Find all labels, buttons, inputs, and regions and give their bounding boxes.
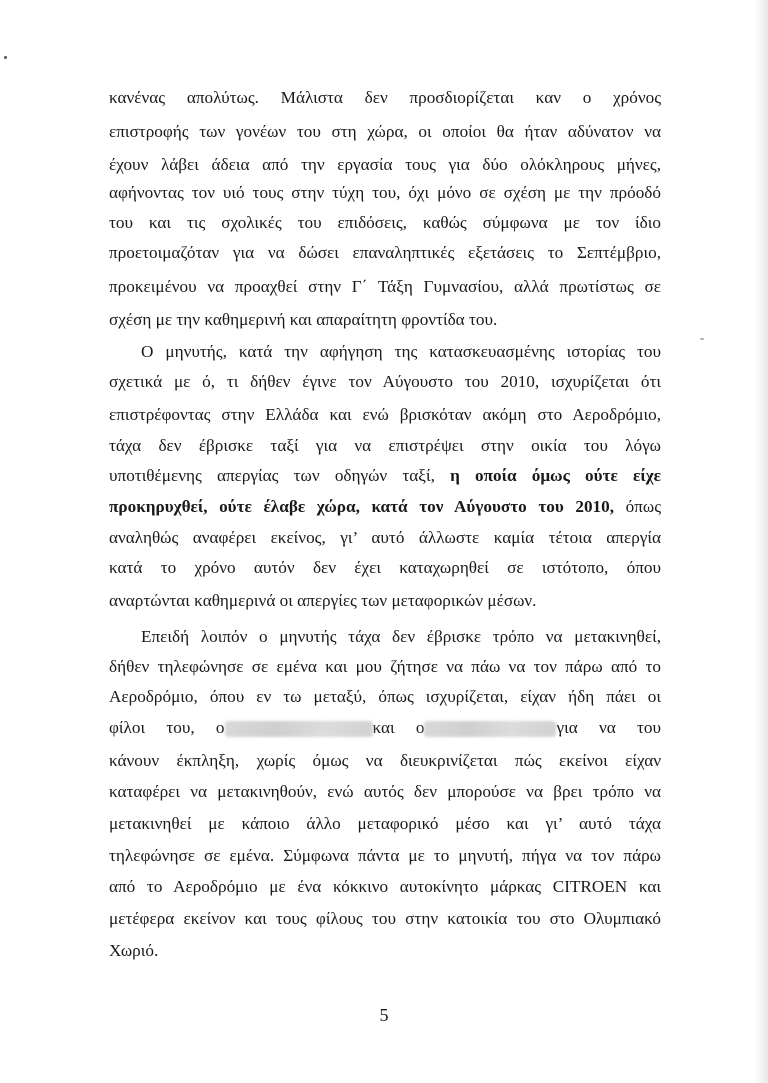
- text-line: [109, 497, 661, 517]
- text-line: σχετικά με ό, τι δήθεν έγινε τον Αύγουστο του 2010, ισχυρίζεται ότι: [109, 372, 661, 391]
- text-line: Αεροδρόμιο, όπου εν τω μεταξύ, όπως ισχυρίζεται, είχαν ήδη πάει οι: [109, 687, 661, 706]
- text-line: τηλεφώνησε σε εμένα. Σύμφωνα πάντα με το μηνυτή, πήγα να τον πάρω: [109, 846, 661, 865]
- redaction-box: [424, 721, 556, 737]
- text-line: του και τις σχολικές του επιδόσεις, καθώς σύμφωνα με τον ίδιο: [109, 213, 661, 232]
- bold-text-span: η οποία όμως ούτε είχε: [450, 466, 661, 485]
- text-span: όπως: [614, 497, 661, 516]
- text-line: προκειμένου να προαχθεί στην Γ΄ Τάξη Γυμνασίου, αλλά πρωτίστως σε: [109, 277, 661, 296]
- text-span: φίλοι του, ο: [109, 718, 225, 737]
- text-line: [109, 466, 661, 486]
- bold-text-span: προκηρυχθεί, ούτε έλαβε χώρα, κατά τον Αύγουστο του 2010,: [109, 497, 615, 516]
- text-line: μετέφερα εκείνον και τους φίλους του στην κατοικία του στο Ολυμπιακό: [109, 909, 661, 928]
- text-line: αφήνοντας τον υιό τους στην τύχη του, όχι μόνο σε σχέση με την πρόοδό: [109, 183, 661, 202]
- scan-speck: [700, 338, 704, 340]
- text-line: καταφέρει να μετακινηθούν, ενώ αυτός δεν μπορούσε να βρει τρόπο να: [109, 782, 661, 801]
- text-span: και ο: [372, 718, 425, 737]
- text-line: αναρτώνται καθημερινά οι απεργίες των μεταφορικών μέσων.: [109, 591, 537, 610]
- text-line: αναληθώς αναφέρει εκείνος, γι’ αυτό άλλωστε καμία τέτοια απεργία: [109, 528, 661, 547]
- text-line: προετοιμαζόταν για να δώσει επαναληπτικές εξετάσεις το Σεπτέμβριο,: [109, 243, 661, 262]
- scan-edge-shadow: [754, 0, 768, 1083]
- text-line: κάνουν έκπληξη, χωρίς όμως να διευκρινίζεται πώς εκείνοι είχαν: [109, 751, 661, 770]
- text-line: επιστρέφοντας στην Ελλάδα και ενώ βρισκόταν ακόμη στο Αεροδρόμιο,: [109, 405, 661, 424]
- text-line: δήθεν τηλεφώνησε σε εμένα και μου ζήτησε να πάω να τον πάρω από το: [109, 657, 661, 676]
- text-line: κατά το χρόνο αυτόν δεν έχει καταχωρηθεί σε ιστότοπο, όπου: [109, 558, 661, 577]
- text-line: σχέση με την καθημερινή και απαραίτητη φροντίδα του.: [109, 310, 498, 329]
- text-line: κανένας απολύτως. Μάλιστα δεν προσδιορίζεται καν ο χρόνος: [109, 88, 661, 107]
- text-line-with-redactions: [109, 718, 661, 738]
- page-number: 5: [379, 1005, 389, 1025]
- scan-speck: [4, 56, 7, 59]
- text-line: Ο μηνυτής, κατά την αφήγηση της κατασκευασμένης ιστορίας του: [141, 342, 661, 361]
- text-line: από το Αεροδρόμιο με ένα κόκκινο αυτοκίνητο μάρκας CITROEN και: [109, 877, 661, 896]
- text-line: έχουν λάβει άδεια από την εργασία τους για δύο ολόκληρους μήνες,: [109, 155, 661, 174]
- text-line: επιστροφής των γονέων του στη χώρα, οι οποίοι θα ήταν αδύνατον να: [109, 122, 661, 141]
- text-span: για να του: [556, 718, 661, 737]
- text-line: μετακινηθεί με κάποιο άλλο μεταφορικό μέσο και γι’ αυτό τάχα: [109, 814, 661, 833]
- text-line: τάχα δεν έβρισκε ταξί για να επιστρέψει στην οικία του λόγω: [109, 436, 661, 455]
- text-line: Χωριό.: [109, 941, 159, 960]
- text-span: υποτιθέμενης απεργίας των οδηγών ταξί,: [109, 466, 451, 485]
- redaction-box: [225, 721, 373, 737]
- text-line: Επειδή λοιπόν ο μηνυτής τάχα δεν έβρισκε τρόπο να μετακινηθεί,: [141, 627, 661, 646]
